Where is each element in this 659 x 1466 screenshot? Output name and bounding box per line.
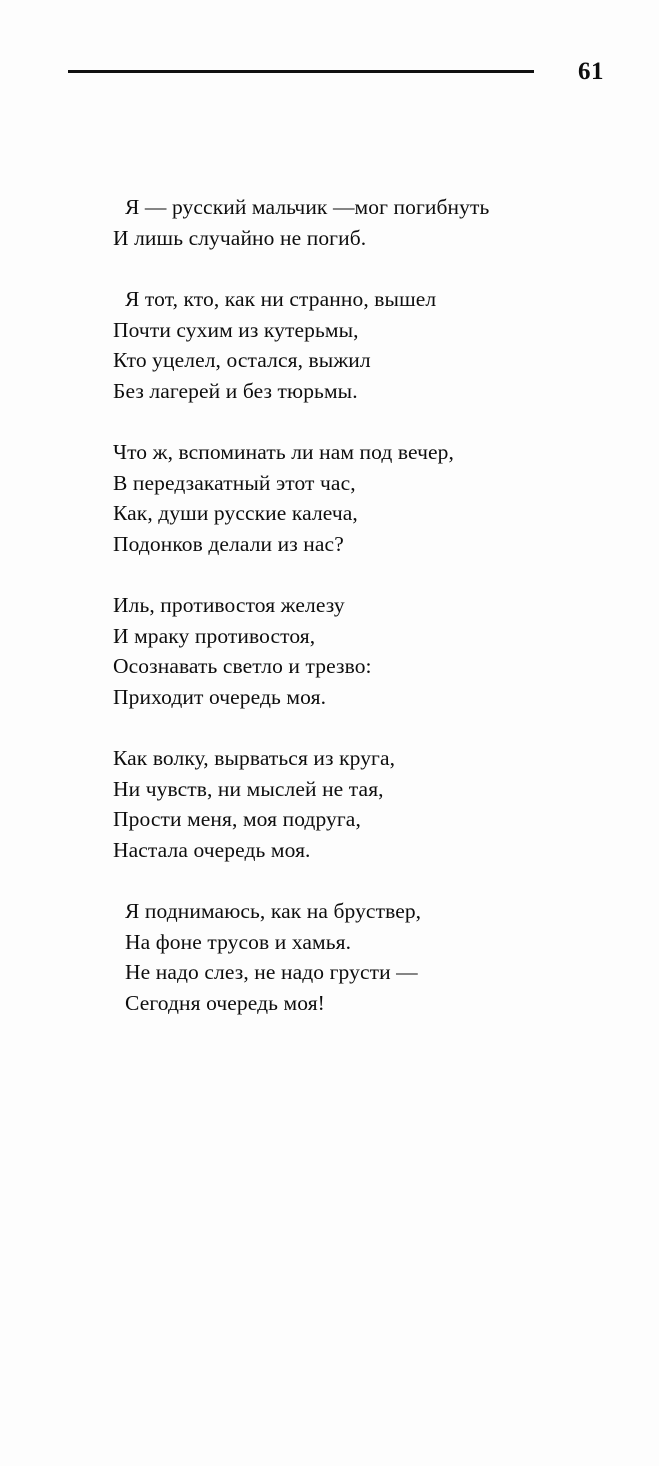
poem-line: Без лагерей и без тюрьмы. xyxy=(113,378,358,403)
poem-line: Как, души русские калеча, xyxy=(113,501,358,525)
poem-stanza xyxy=(113,192,599,253)
page-number: 61 xyxy=(578,58,604,85)
poem-line: Ни чувств, ни мыслей не тая, xyxy=(113,776,384,801)
poem-line: Осознавать светло и трезво: xyxy=(113,654,372,678)
poem-line: Сегодня очередь моя! xyxy=(125,990,325,1015)
poem-line: Я поднимаюсь, как на бруствер, xyxy=(125,899,422,923)
poem-stanza xyxy=(113,896,599,1018)
poem-line: Как волку, вырваться из круга, xyxy=(113,746,396,770)
poem-stanza xyxy=(113,437,599,559)
poem-stanza xyxy=(113,284,599,406)
poem-line: Подонков делали из нас? xyxy=(113,531,344,556)
poem-line: Кто уцелел, остался, выжил xyxy=(113,348,371,372)
poem-line: Что ж, вспоминать ли нам под вечер, xyxy=(113,440,455,464)
poem-line: Прости меня, моя подруга, xyxy=(113,807,361,831)
poem-body xyxy=(113,192,599,1018)
poem-line: И лишь случайно не погиб. xyxy=(113,225,367,250)
poem-line: Почти сухим из кутерьмы, xyxy=(113,317,359,342)
poem-stanza xyxy=(113,590,599,712)
poem-line: В передзакатный этот час, xyxy=(113,470,356,495)
poem-line: На фоне трусов и хамья. xyxy=(125,929,352,954)
poem-line: Я — русский мальчик —мог погибнуть xyxy=(125,195,490,219)
poem-line: И мраку противостоя, xyxy=(113,623,316,648)
poem-line: Приходит очередь моя. xyxy=(113,684,327,709)
poem-stanza xyxy=(113,743,599,865)
page-header xyxy=(68,58,604,86)
poem-line: Иль, противостоя железу xyxy=(113,593,345,617)
poem-line: Я тот, кто, как ни странно, вышел xyxy=(125,287,437,311)
poem-line: Настала очередь моя. xyxy=(113,837,311,862)
header-rule xyxy=(68,70,534,73)
poem-line: Не надо слез, не надо грусти — xyxy=(125,960,418,984)
